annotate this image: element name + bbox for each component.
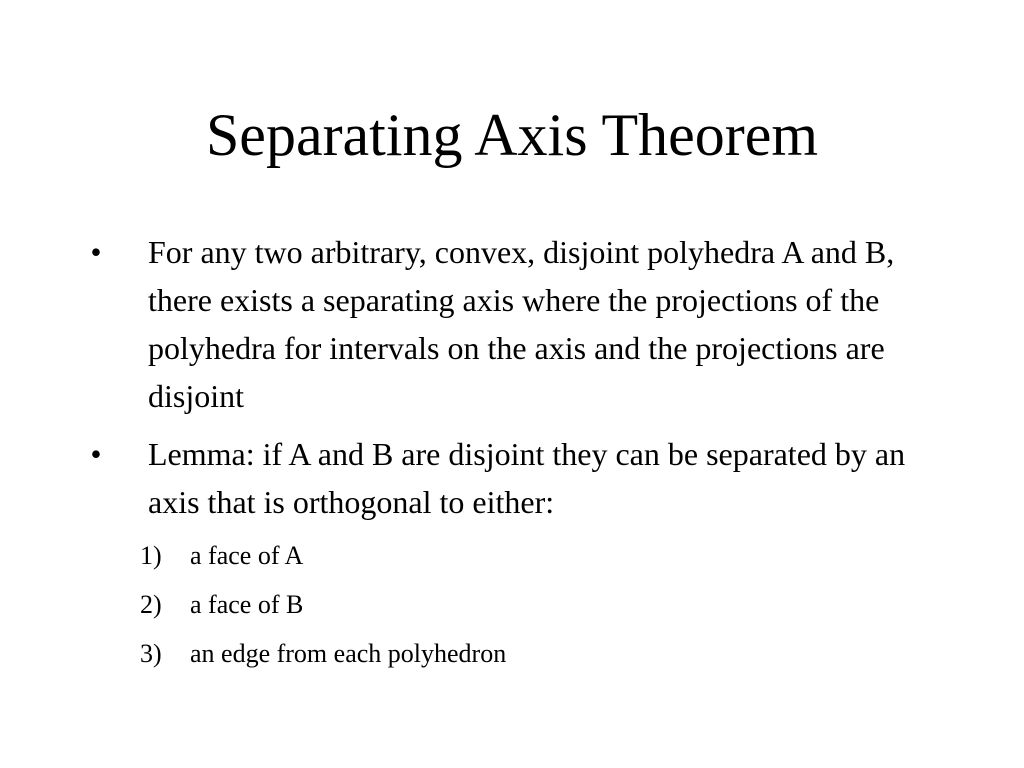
list-number: 1) bbox=[140, 541, 162, 570]
list-item-text: a face of A bbox=[190, 541, 304, 570]
bullet-item bbox=[84, 430, 944, 526]
numbered-list-item bbox=[84, 634, 944, 674]
numbered-sub-list bbox=[84, 536, 944, 674]
slide-body bbox=[84, 228, 944, 683]
list-item-text: an edge from each polyhedron bbox=[190, 639, 507, 668]
bullet-text: For any two arbitrary, convex, disjoint polyhedra A and B, there exists a separating axis where the projections of the polyhedra for intervals on the axis and the projections are disjoint bbox=[148, 234, 895, 414]
list-number: 2) bbox=[140, 590, 162, 619]
bullet-marker: • bbox=[90, 436, 102, 472]
list-item-text: a face of B bbox=[190, 590, 304, 619]
list-number: 3) bbox=[140, 639, 162, 668]
bullet-item bbox=[84, 228, 944, 420]
bullet-text: Lemma: if A and B are disjoint they can be separated by an axis that is orthogonal to either: bbox=[148, 436, 906, 520]
bullet-marker: • bbox=[90, 234, 102, 270]
numbered-list-item bbox=[84, 536, 944, 576]
slide-title: Separating Axis Theorem bbox=[205, 102, 819, 168]
numbered-list-item bbox=[84, 585, 944, 625]
